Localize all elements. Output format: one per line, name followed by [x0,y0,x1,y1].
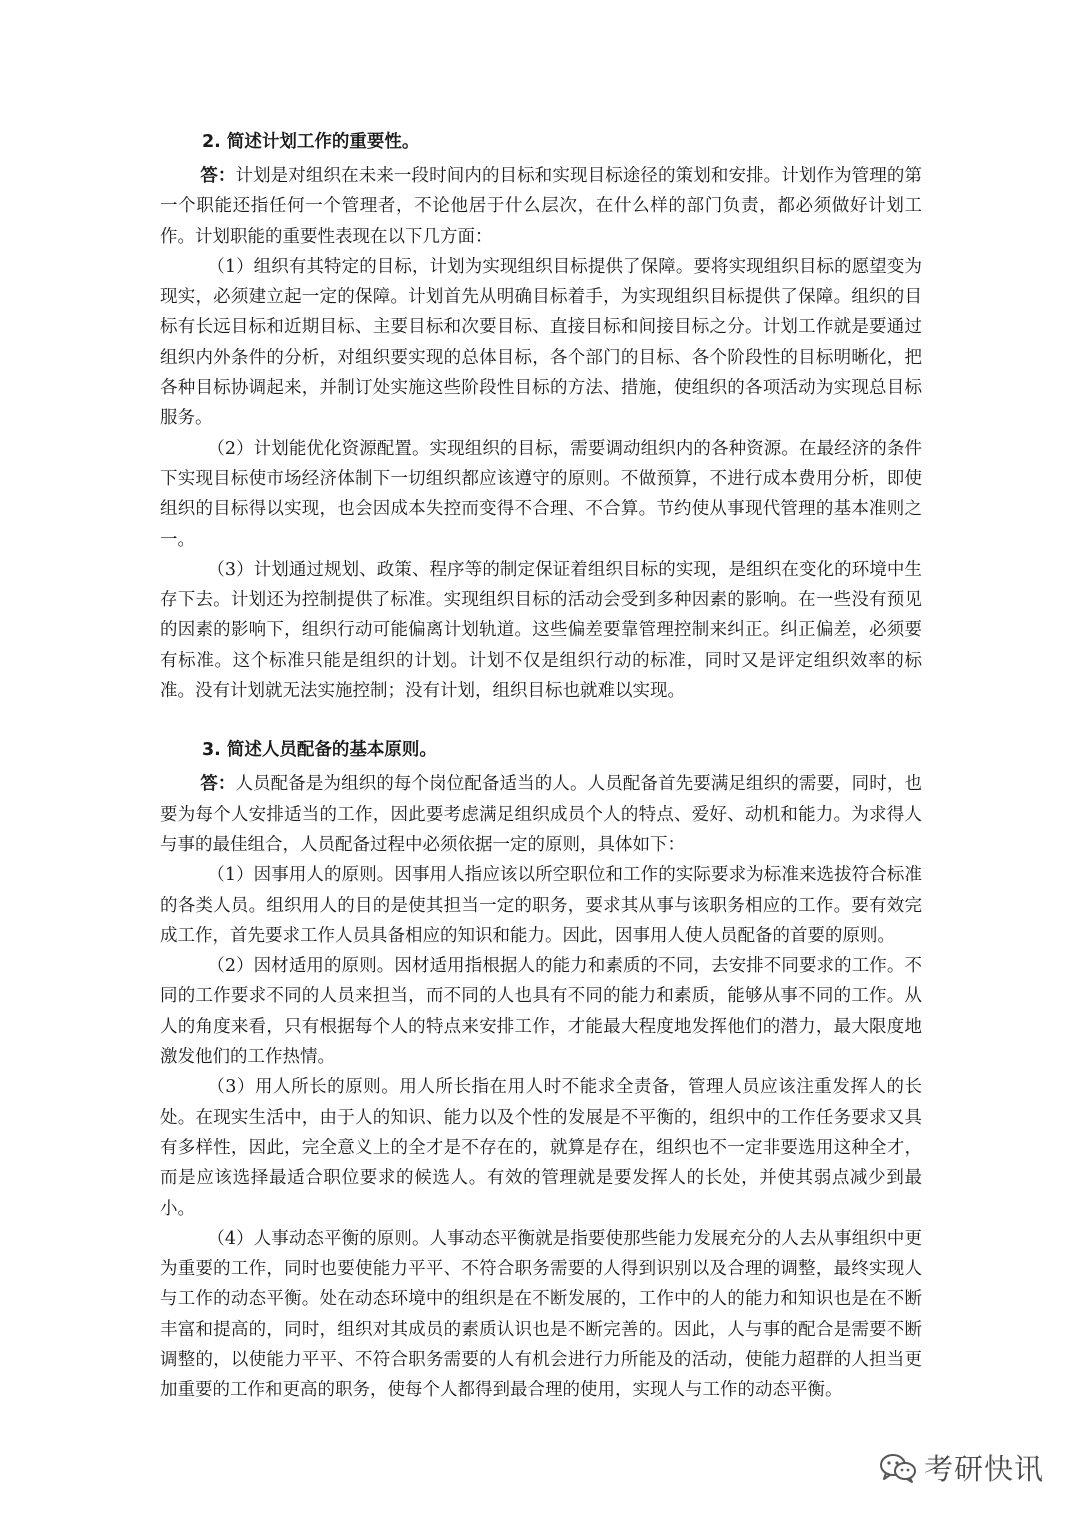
answer-intro [160,161,922,252]
answer-point: （2）计划能优化资源配置。实现组织的目标，需要调动组织内的各种资源。在最经济的条件下实现目标使市场经济体制下一切组织都应该遵守的原则。不做预算，不进行成本费用分析，即使组织的目标得以实现，也会因成本失控而变得不合理、不合算。节约使从事现代管理的基本准则之一。 [160,438,922,550]
question-title: 2. 简述计划工作的重要性。 [202,132,420,152]
answer-intro [160,769,922,860]
answer-point: （4）人事动态平衡的原则。人事动态平衡就是指要使那些能力发展充分的人去从事组织中更为重要的工作，同时也要使能力平平、不符合职务需要的人得到识别以及合理的调整，最终实现人与工作的动态平衡。处在动态环境中的组织是在不断发展的，工作中的人的能力和知识也是在不断丰富和提高的，同时，组织对其成员的素质认识也是不断完善的。因此，人与事的配合是需要不断调整的，以使能力平平、不符合职务需要的人有机会进行力所能及的活动，使能力超群的人担当更加重要的工作和更高的职务，使每个人都得到最合理的使用，实现人与工作的动态平衡。 [160,1228,922,1401]
answer-point: （2）因材适用的原则。因材适用指根据人的能力和素质的不同，去安排不同要求的工作。不同的工作要求不同的人员来担当，而不同的人也具有不同的能力和素质，能够从事不同的工作。从人的角度来看，只有根据每个人的特点来安排工作，才能最大程度地发挥他们的潜力，最大限度地激发他们的工作热情。 [160,956,922,1068]
answer-point: （3）用人所长的原则。用人所长指在用人时不能求全责备，管理人员应该注重发挥人的长处。在现实生活中，由于人的知识、能力以及个性的发展是不平衡的，组织中的工作任务要求又具有多样性，因此，完全意义上的全才是不存在的，就算是存在，组织也不一定非要选用这种全才，而是应该选择最适合职位要求的候选人。有效的管理就是要发挥人的长处，并使其弱点减少到最小。 [160,1077,922,1219]
question-title: 3. 简述人员配备的基本原则。 [202,740,437,761]
answer-point: （1）因事用人的原则。因事用人指应该以所空职位和工作的实际要求为标准来选拔符合标准的各类人员。组织用人的目的是使其担当一定的职务，要求其从事与该职务相应的工作。要有效完成工作，首先要求工作人员具备相应的知识和能力。因此，因事用人使人员配备的首要的原则。 [160,865,922,946]
answer-intro-text: 计划是对组织在未来一段时间内的目标和实现目标途径的策划和安排。计划作为管理的第一个职能还指任何一个管理者，不论他居于什么层次，在什么样的部门负责，都必须做好计划工作。计划职能的重要性表现在以下几方面： [160,166,923,247]
answer-intro-text: 人员配备是为组织的每个岗位配备适当的人。人员配备首先要满足组织的需要，同时，也要为每个人安排适当的工作，因此要考虑满足组织成员个人的特点、爱好、动机和能力。为求得人与事的最佳组合，人员配备过程中必须依据一定的原则，具体如下： [160,774,923,855]
document-content [160,126,922,1406]
question-section-2 [160,126,922,706]
answer-label: 答： [200,166,236,186]
question-section-3 [160,734,922,1405]
watermark [878,1447,1044,1488]
watermark-text: 考研快讯 [923,1452,1044,1486]
answer-point: （1）组织有其特定的目标，计划为实现组织目标提供了保障。要将实现组织目标的愿望变为现实，必须建立起一定的保障。计划首先从明确目标着手，为实现组织目标提供了保障。组织的目标有长远目标和近期目标、主要目标和次要目标、直接目标和间接目标之分。计划工作就是要通过组织内外条件的分析，对组织要实现的总体目标，各个部门的目标、各个阶段性的目标明晰化，把各种目标协调起来，并制订处实施这些阶段性目标的方法、措施，使组织的各项活动为实现总目标服务。 [160,256,922,429]
answer-point: （3）计划通过规划、政策、程序等的制定保证着组织目标的实现，是组织在变化的环境中生存下去。计划还为控制提供了标准。实现组织目标的活动会受到多种因素的影响。在一些没有预见的因素的影响下，组织行动可能偏离计划轨道。这些偏差要靠管理控制来纠正。纠正偏差，必须要有标准。这个标准只能是组织的计划。计划不仅是组织行动的标准，同时又是评定组织效率的标准。没有计划就无法实施控制；没有计划，组织目标也就难以实现。 [160,559,922,702]
wechat-icon [878,1452,918,1484]
answer-label: 答： [200,774,236,795]
